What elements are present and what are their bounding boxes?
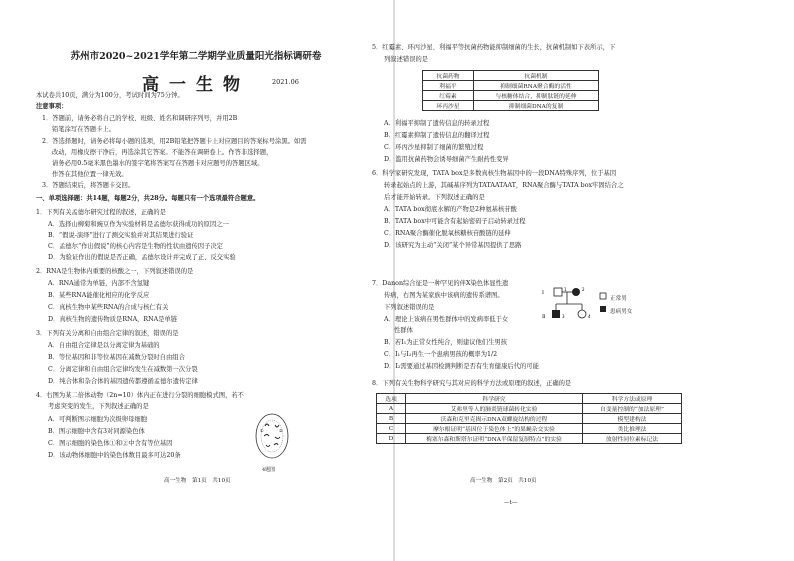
table-row (377, 404, 682, 414)
question-stem: 5．红霉素、环丙沙星、利福平等抗菌药物能抑制细菌的生长，抗菌机制如下表所示，下 (372, 44, 616, 51)
question-stem: 6．科学家研究发现，TATA box是多数真核生物基因中的一段DNA特殊序列，位于基因 (372, 170, 617, 177)
pedigree-chart (542, 284, 722, 326)
subject-title: 高一生物 (142, 75, 250, 95)
table-cell: 利福平 (423, 81, 474, 91)
intro-text: 本试卷共10页，满分为100分，考试时间为75分钟。 (36, 92, 184, 99)
table-cell: B (377, 414, 406, 424)
question-stem-cont: 传病，右图为某家族中该病的遗传系谱图。 (384, 292, 504, 299)
method-table (376, 393, 682, 444)
table-cell: 模型建构法 (583, 414, 682, 424)
notice-line: 3．答题结束后，将答题卡交回。 (42, 182, 135, 189)
individual-number: 1 (564, 287, 567, 292)
option-b: B．红霉素抑制了遗传信息的翻译过程 (384, 132, 490, 139)
option-b: B．图示细胞中含有3对同源染色体 (48, 428, 145, 435)
table-cell: 抑制细菌RNA聚合酶的活性 (474, 81, 599, 91)
option-c: C．RNA聚合酶催化脱氧核糖核苷酸链的延伸 (384, 230, 511, 237)
table-row (423, 101, 599, 111)
option-a-cont: 性群体 (394, 327, 413, 334)
table-cell: 抑制细菌DNA的复制 (474, 101, 599, 111)
option-d: D．该研究为主动“关闭”某个异常基因提供了思路 (384, 242, 522, 249)
question-stem: 8．下列有关生物科学研究与其对应的科学方法或原理的叙述，正确的是 (372, 380, 572, 387)
option-b: B．若Ⅰ₁为正常女性纯合，则建议他们生男孩 (384, 339, 507, 346)
table-cell: 环丙沙星 (423, 101, 474, 111)
option-c: C．环丙沙星抑制了细菌的繁殖过程 (384, 144, 484, 151)
svg-text:①: ① (260, 428, 264, 433)
page-footer: 高一生物 第1页 共10页 (164, 478, 231, 484)
question-stem-cont: 列叙述错误的是 (384, 56, 429, 63)
option-c: C．分离定律和自由组合定律均发生在减数第一次分裂 (48, 366, 198, 373)
generation-label: Ⅰ (542, 290, 544, 296)
option-d: D．为验证作出的假说是否正确，孟德尔设计并完成了正、反交实验 (48, 254, 236, 261)
option-a: A．TATA box彻底水解的产物是2种氨基核苷酸 (384, 206, 517, 213)
option-a: A．可判断图示细胞为次级卵母细胞 (48, 416, 148, 423)
male-affected (552, 310, 560, 318)
female-affected (572, 288, 580, 296)
notice-title: 注意事项： (36, 103, 68, 110)
option-a: A．自由组合定律是以分离定律为基础的 (48, 342, 160, 349)
individual-number: 2 (582, 287, 585, 292)
table-cell: 红霉素 (423, 91, 474, 101)
option-c: C．图示细胞的染色体①和②中含有等位基因 (48, 440, 173, 447)
table-cell: 沃森和克里克揭示DNA双螺旋结构的过程 (406, 414, 583, 424)
legend-normal-icon (600, 293, 606, 299)
table-row (377, 434, 682, 444)
exam-title: 苏州市2020~2021学年第二学期学业质量阳光指标调研卷 (70, 51, 322, 62)
option-a: A．理论上该病在男性群体中的发病率低于女 (384, 316, 509, 323)
option-b: B．某些RNA能催化相应的化学反应 (48, 292, 150, 299)
svg-text:②: ② (279, 428, 283, 433)
option-a: A．选择山柳菊和豌豆作为实验材料是孟德尔获得成功的原因之一 (48, 221, 229, 228)
table-cell: 梅塞尔森和斯塔尔证明“DNA半保留复制特点”的实验 (406, 434, 583, 444)
table-row (377, 414, 682, 424)
question-stem-cont: 后才能开始转录。下列叙述正确的是 (384, 194, 485, 201)
page-right (372, 0, 794, 561)
table-cell: 放射性同位素标记法 (583, 434, 682, 444)
question-stem: 7．Danon综合征是一种罕见的伴X染色体显性遗 (372, 280, 509, 287)
question-stem: 3．下列有关分离和自由组合定律的叙述，错误的是 (36, 330, 179, 337)
table-row (423, 91, 599, 101)
legend-normal: 正常男 (610, 296, 627, 302)
section-heading: 一、单项选择题：共14题，每题2分，共28分。每题只有一个选项最符合题意。 (36, 195, 260, 202)
table-header: 科学研究 (406, 394, 583, 404)
notice-line: 请务必用0.5毫米黑色墨水的签字笔将答案写在答题卡对应题号的答题区域。 (52, 160, 264, 167)
question-stem: 1．下列有关孟德尔研究过程的叙述，正确的是 (36, 209, 166, 216)
table-row (377, 424, 682, 434)
exam-date: 2021.06 (272, 78, 299, 86)
cell-division-diagram (254, 412, 290, 464)
option-a: A．RNA通常为单链，内部不含氢键 (48, 280, 150, 287)
notice-line: 2．答选择题时，请务必将每小题的选项，用2B铅笔把答题卡上对应题目的答案标号涂黑。如需 (42, 138, 307, 145)
notice-line: 作答在其他位置一律无效。 (52, 171, 128, 178)
table-header: 选项 (377, 394, 406, 404)
antibiotic-table (422, 70, 599, 111)
female-normal (578, 310, 586, 318)
table-cell: 与核糖体结合，抑制肽链的延伸 (474, 91, 599, 101)
option-d: D．滥用抗菌药物会诱导细菌产生耐药性变异 (384, 156, 509, 163)
table-cell: 自变量控制的“加法原理” (583, 404, 682, 414)
option-a: A．利福平抑制了遗传信息的转录过程 (384, 120, 490, 127)
option-c: C．孟德尔“作出假说”的核心内容是生物的性状由遗传因子决定 (48, 243, 223, 250)
option-b: B．“假说-演绎”进行了测交实验并对其结果进行验证 (48, 232, 194, 239)
table-header: 科学方法或原理 (583, 394, 682, 404)
page-left (0, 0, 392, 561)
notice-line: 铅笔涂写在答题卡上。 (52, 126, 115, 133)
table-header: 抗菌机制 (474, 71, 599, 81)
individual-number: 3 (562, 314, 565, 319)
table-row (423, 81, 599, 91)
table-cell: C (377, 424, 406, 434)
page-mark: —t— (504, 500, 518, 506)
question-stem-cont: 考虑突变的发生，下列叙述正确的是 (48, 403, 149, 410)
notice-line: 1．答题前，请务必将自己的学校、班级、姓名和调研序列号，并用2B (42, 115, 238, 122)
question-stem: 2．RNA是生物体内重要的核酸之一，下列叙述错误的是 (36, 268, 194, 275)
male-normal (554, 288, 562, 296)
table-cell: A (377, 404, 406, 414)
notice-line: 改动，用橡皮擦干净后，再选涂其它答案。不能答在调研卷上。作答非选择题， (52, 149, 273, 156)
option-b: B．TATA box中可能含有起始密码子启动转录过程 (384, 218, 526, 225)
generation-label: Ⅱ (542, 314, 546, 320)
table-header: 抗菌药物 (423, 71, 474, 81)
table-cell: 类比推理法 (583, 424, 682, 434)
individual-number: 4 (588, 314, 591, 319)
question-stem-cont: 下列叙述错误的是 (384, 304, 435, 311)
option-d: D．该动物体细胞中的染色体数目最多可达20条 (48, 452, 181, 459)
option-b: B．等位基因和非等位基因在减数分裂时自由组合 (48, 354, 185, 361)
legend-affected: 患病男女 (610, 309, 633, 315)
table-cell: 摩尔根证明“基因位于染色体上”的果蝇杂交实验 (406, 424, 583, 434)
page-footer: 高一生物 第2页 共10页 (470, 478, 537, 484)
option-c: C．Ⅰ₁与Ⅰ₂再生一个患病男孩的概率为1/2 (384, 351, 498, 358)
question-stem: 4．右图为某二倍体动物（2n=10）体内正在进行分裂的细胞模式图，若不 (36, 392, 244, 399)
figure-caption: 4题图 (262, 467, 276, 473)
option-d: D．纯合体和杂合体的基因遗传都遵循孟德尔遗传定律 (48, 378, 198, 385)
table-cell: D (377, 434, 406, 444)
option-d: D．Ⅰ₂需要通过基因检测判断是否有生育健康后代的可能 (384, 363, 539, 370)
legend-affected-icon (600, 306, 606, 312)
option-d: D．真核生物的遗传物质是RNA，RNA是单链 (48, 316, 178, 323)
table-cell: 艾弗里等人的肺炎链球菌转化实验 (406, 404, 583, 414)
question-stem-cont: 转录起始点的上游，其碱基序列为TATAATAAT，RNA聚合酶与TATA box牢固结合之 (384, 182, 624, 189)
option-c: C．真核生物中某些RNA的合成与核仁有关 (48, 304, 169, 311)
